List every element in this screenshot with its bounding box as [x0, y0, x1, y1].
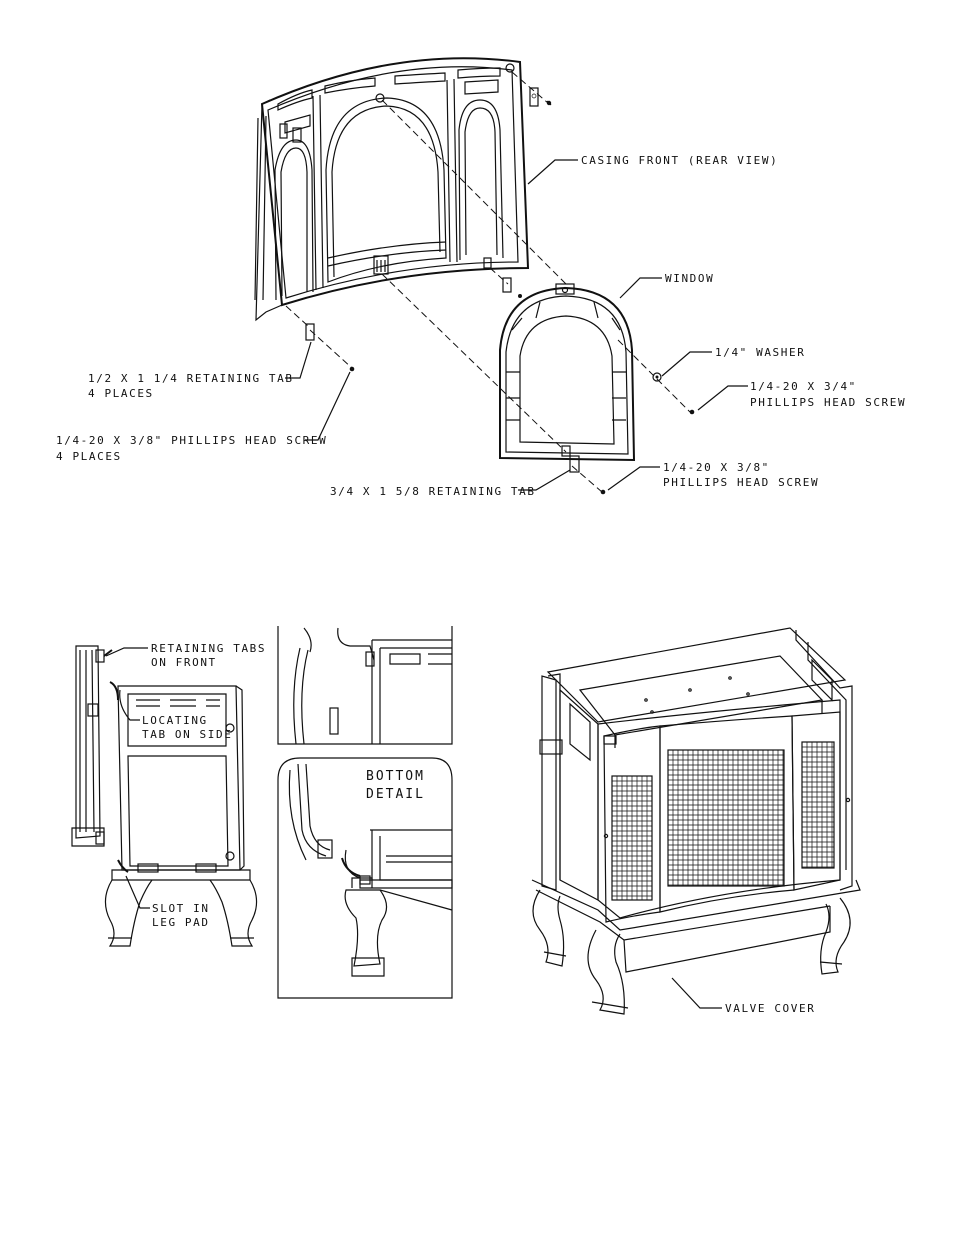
screw-38-left-label-line1: 1/4-20 X 3/8" PHILLIPS HEAD SCREW: [56, 434, 328, 447]
washer-and-screw: [653, 373, 694, 414]
bottom-detail-label-line2: DETAIL: [366, 787, 425, 802]
retaining-tabs-label-line1: RETAINING TABS: [151, 642, 267, 655]
leaders-valve: [672, 978, 722, 1008]
screw-34-label-line2: PHILLIPS HEAD SCREW: [750, 396, 907, 409]
tab-34-label: 3/4 X 1 5/8 RETAINING TAB: [330, 485, 536, 498]
tab-half-label-line1: 1/2 X 1 1/4 RETAINING TAB: [88, 372, 294, 385]
tab-half-label-line2: 4 PLACES: [88, 387, 154, 400]
screw-38-right-label-line2: PHILLIPS HEAD SCREW: [663, 476, 820, 489]
locating-tab-label-line1: LOCATING: [142, 714, 208, 727]
stove-isometric-drawing: [532, 628, 860, 1014]
valve-cover-label: VALVE COVER: [725, 1002, 816, 1015]
screw-38-right-label-line1: 1/4-20 X 3/8": [663, 461, 770, 474]
screw-38-left-label-line2: 4 PLACES: [56, 450, 122, 463]
slot-label-line1: SLOT IN: [152, 902, 210, 915]
window-label: WINDOW: [665, 272, 715, 285]
bottom-detail-panel: [278, 758, 452, 998]
locating-tab-label-line2: TAB ON SIDE: [142, 728, 233, 741]
left-grill-grid: [612, 776, 652, 900]
side-view-drawing: [72, 646, 257, 946]
window-bottom-tab: [570, 456, 605, 494]
casing-front-label: CASING FRONT (REAR VIEW): [581, 154, 779, 167]
center-grill-grid: [668, 750, 784, 886]
bottom-detail-label-line1: BOTTOM: [366, 769, 425, 784]
casing-front-drawing: [255, 58, 528, 320]
casing-bottom-right-tab: [503, 278, 522, 298]
screw-34-label-line1: 1/4-20 X 3/4": [750, 380, 857, 393]
right-grill-grid: [802, 742, 834, 868]
slot-label-line2: LEG PAD: [152, 916, 210, 929]
top-detail-panel: [278, 626, 452, 744]
washer-label: 1/4" WASHER: [715, 346, 806, 359]
retaining-tabs-label-line2: ON FRONT: [151, 656, 217, 669]
window-drawing: [500, 284, 634, 460]
